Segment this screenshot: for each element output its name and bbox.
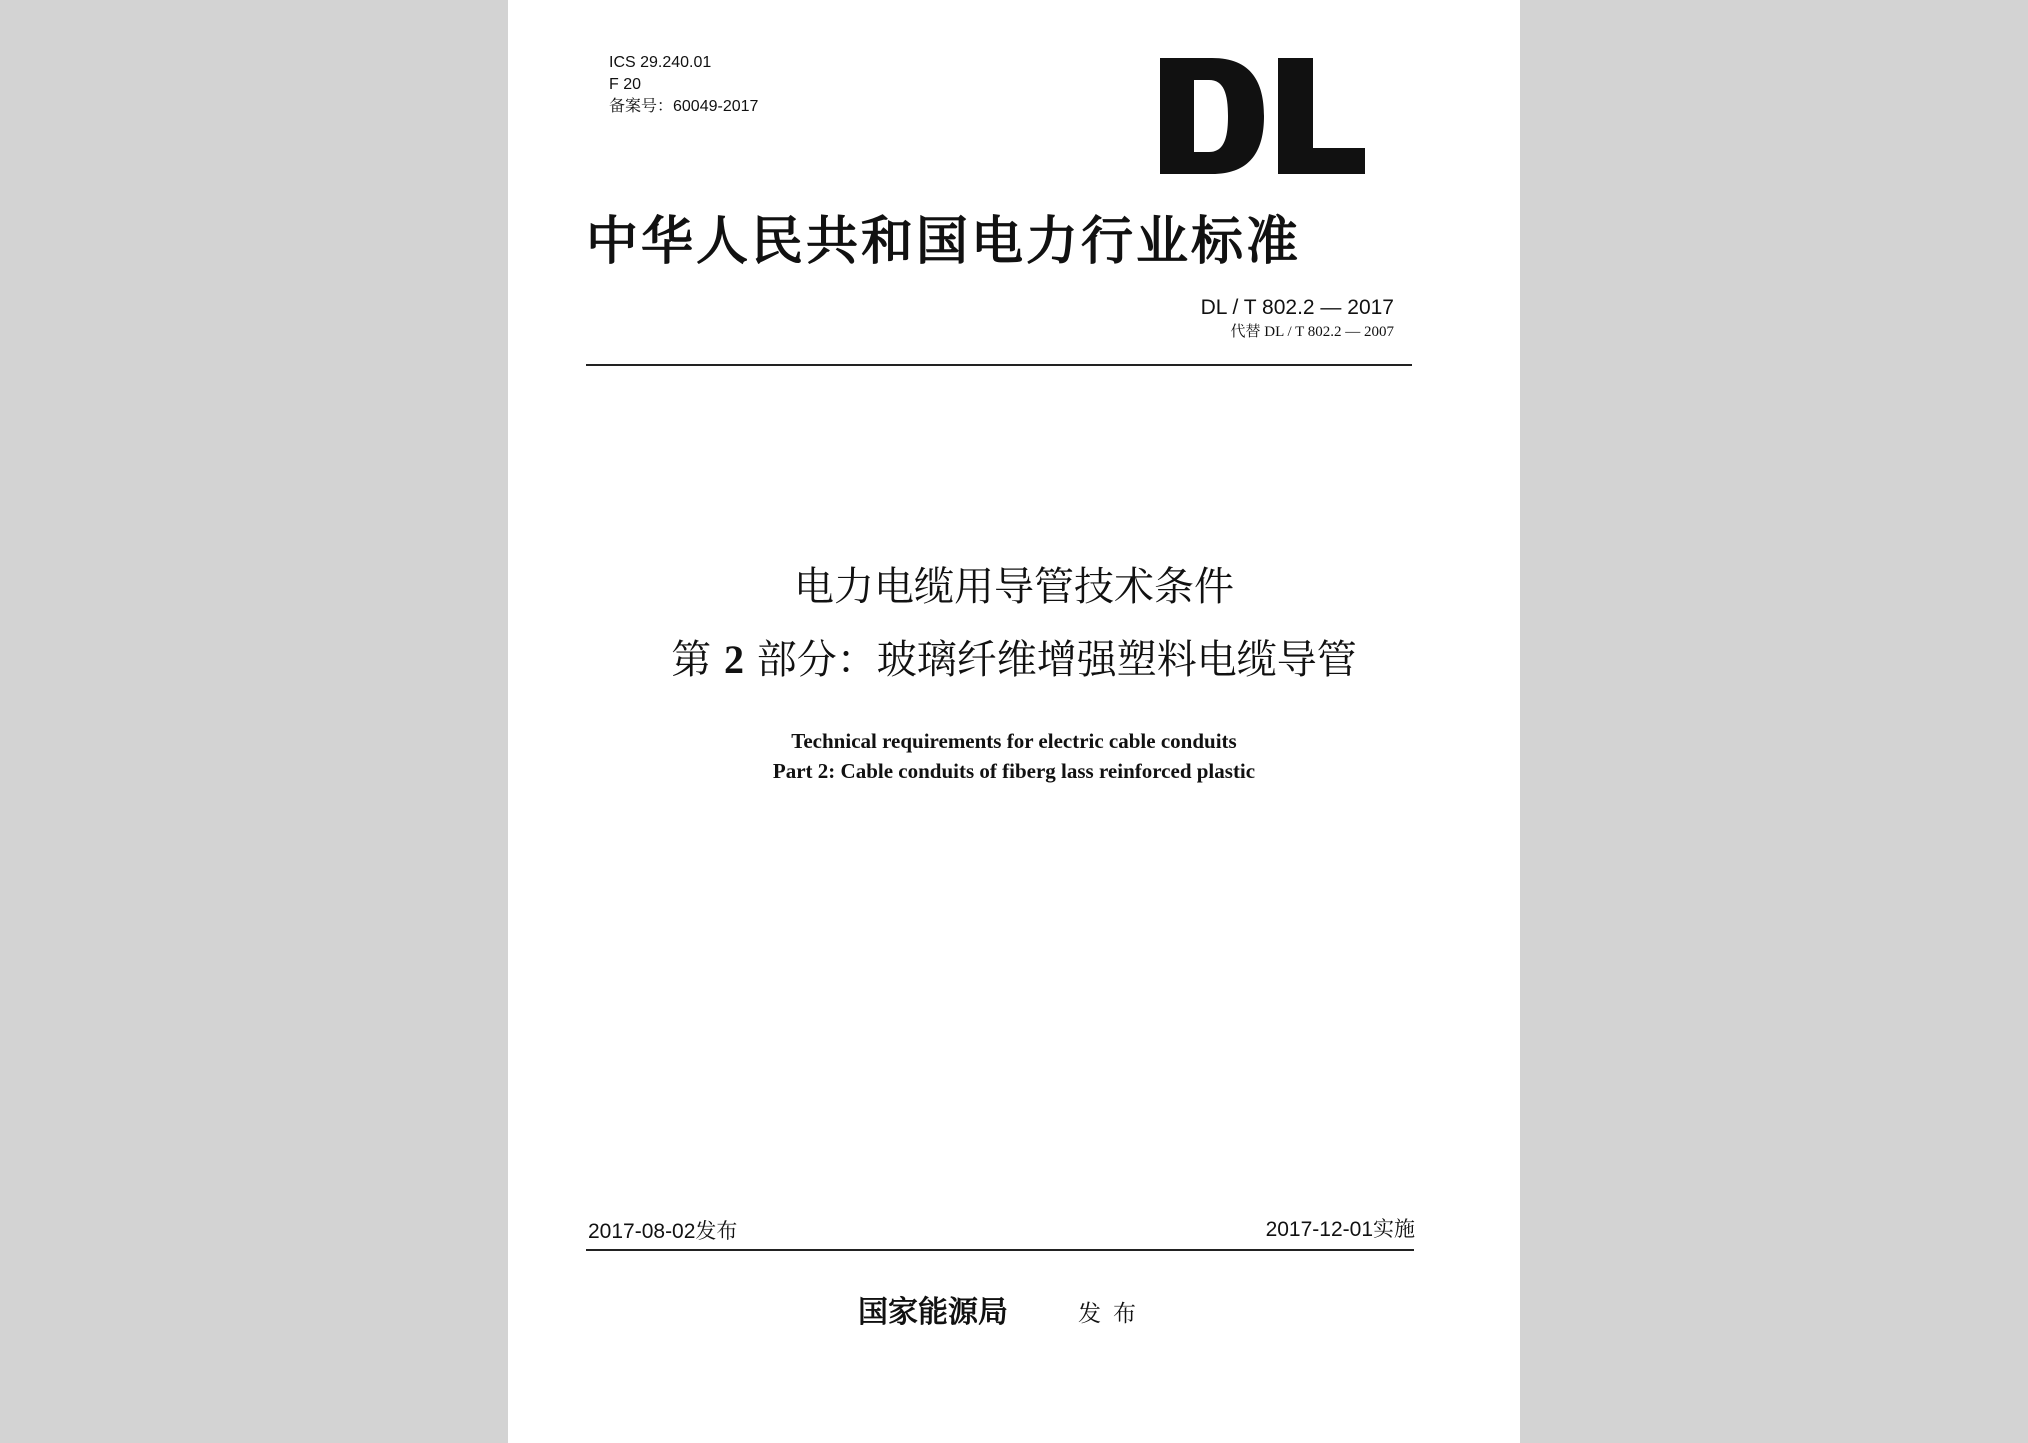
part-number: 2 — [724, 637, 744, 682]
publisher-name: 国家能源局 — [858, 1295, 1008, 1330]
english-title-line-1: Technical requirements for electric cable conduits — [791, 729, 1237, 753]
dl-logo — [1160, 58, 1365, 174]
english-title-line-2: Part 2: Cable conduits of fiberg lass reinforced plastic — [772, 759, 1256, 783]
publish-label: 发布 — [1078, 1301, 1148, 1327]
issue-date: 2017-08-02发布 — [588, 1220, 738, 1243]
part-prefix: 第 — [671, 637, 724, 683]
standard-number: DL / T 802.2 — 2017 — [1200, 296, 1394, 319]
replaced-standard: 代替 DL / T 802.2 — 2007 — [1230, 324, 1394, 340]
footer-divider — [586, 1249, 1414, 1251]
chinese-title-line-1: 电力电缆用导管技术条件 — [794, 564, 1234, 610]
part-title: 部分：玻璃纤维增强塑料电缆导管 — [744, 637, 1357, 683]
ics-code: ICS 29.240.01 — [609, 54, 712, 71]
classification-block — [609, 52, 758, 118]
filing-number: 备案号：60049-2017 — [609, 98, 759, 115]
document-page — [508, 0, 1520, 1443]
issuing-authority-title: 中华人民共和国电力行业标准 — [586, 211, 1302, 272]
header-divider — [586, 364, 1412, 366]
chinese-title-line-2 — [508, 636, 1520, 684]
ccs-code: F 20 — [609, 76, 642, 93]
implementation-date: 2017-12-01实施 — [1265, 1218, 1415, 1241]
